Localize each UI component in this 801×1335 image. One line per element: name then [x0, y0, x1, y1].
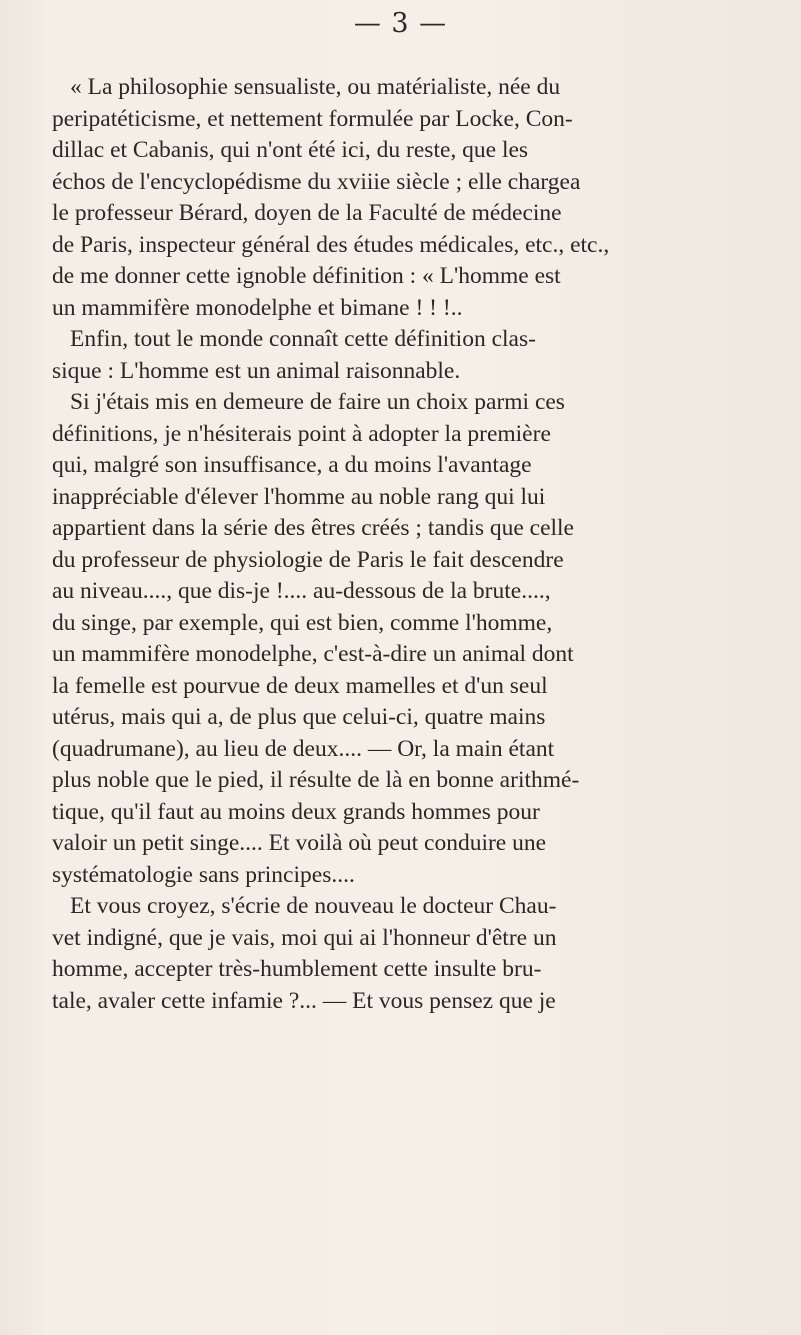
text-line: appartient dans la série des êtres créés ; tandis que celle	[52, 515, 574, 541]
text-line: du professeur de physiologie de Paris le fait descendre	[52, 546, 564, 573]
text-line: échos de l'encyclopédisme du xviiie siècle ; elle chargea	[52, 168, 581, 195]
text-line: plus noble que le pied, il résulte de là en bonne arithmé-	[52, 767, 580, 793]
body-text	[52, 72, 772, 1017]
text-line: qui, malgré son insuffisance, a du moins l'avantage	[52, 452, 532, 478]
text-line: de Paris, inspecteur général des études médicales, etc., etc.,	[52, 231, 610, 258]
text-line: homme, accepter très-humblement cette insulte bru-	[52, 956, 542, 982]
text-line: inappréciable d'élever l'homme au noble rang qui lui	[52, 483, 546, 510]
text-line: dillac et Cabanis, qui n'ont été ici, du reste, que les	[52, 137, 529, 163]
text-line: sique : L'homme est un animal raisonnable.	[52, 357, 461, 384]
text-line: « La philosophie sensualiste, ou matérialiste, née du	[70, 74, 561, 100]
text-line: Si j'étais mis en demeure de faire un choix parmi ces	[70, 389, 565, 415]
page-number: — 3 —	[353, 8, 448, 39]
text-line: utérus, mais qui a, de plus que celui-ci, quatre mains	[52, 704, 546, 730]
text-line: tique, qu'il faut au moins deux grands hommes pour	[52, 798, 540, 825]
text-line: vet indigné, que je vais, moi qui ai l'honneur d'être un	[52, 924, 557, 951]
text-line: du singe, par exemple, qui est bien, comme l'homme,	[52, 609, 553, 636]
text-line: tale, avaler cette infamie ?... — Et vous pensez que je	[52, 987, 556, 1014]
text-line: (quadrumane), au lieu de deux.... — Or, la main étant	[52, 735, 555, 762]
text-line: un mammifère monodelphe, c'est-à-dire un animal dont	[52, 641, 574, 667]
text-line: systématologie sans principes....	[52, 861, 355, 888]
text-line: peripatéticisme, et nettement formulée par Locke, Con-	[52, 105, 573, 132]
text-line: le professeur Bérard, doyen de la Faculté de médecine	[52, 200, 562, 226]
text-line: définitions, je n'hésiterais point à adopter la première	[52, 420, 551, 447]
text-line: de me donner cette ignoble définition : « L'homme est	[52, 263, 561, 289]
text-line: au niveau...., que dis-je !.... au-dessous de la brute....,	[52, 578, 551, 604]
text-line: Enfin, tout le monde connaît cette définition clas-	[70, 326, 536, 352]
text-line: Et vous croyez, s'écrie de nouveau le docteur Chau-	[70, 893, 557, 919]
text-line: un mammifère monodelphe et bimane ! ! !..	[52, 294, 463, 321]
text-line: valoir un petit singe.... Et voilà où peut conduire une	[52, 830, 547, 856]
text-line: la femelle est pourvue de deux mamelles et d'un seul	[52, 672, 548, 699]
